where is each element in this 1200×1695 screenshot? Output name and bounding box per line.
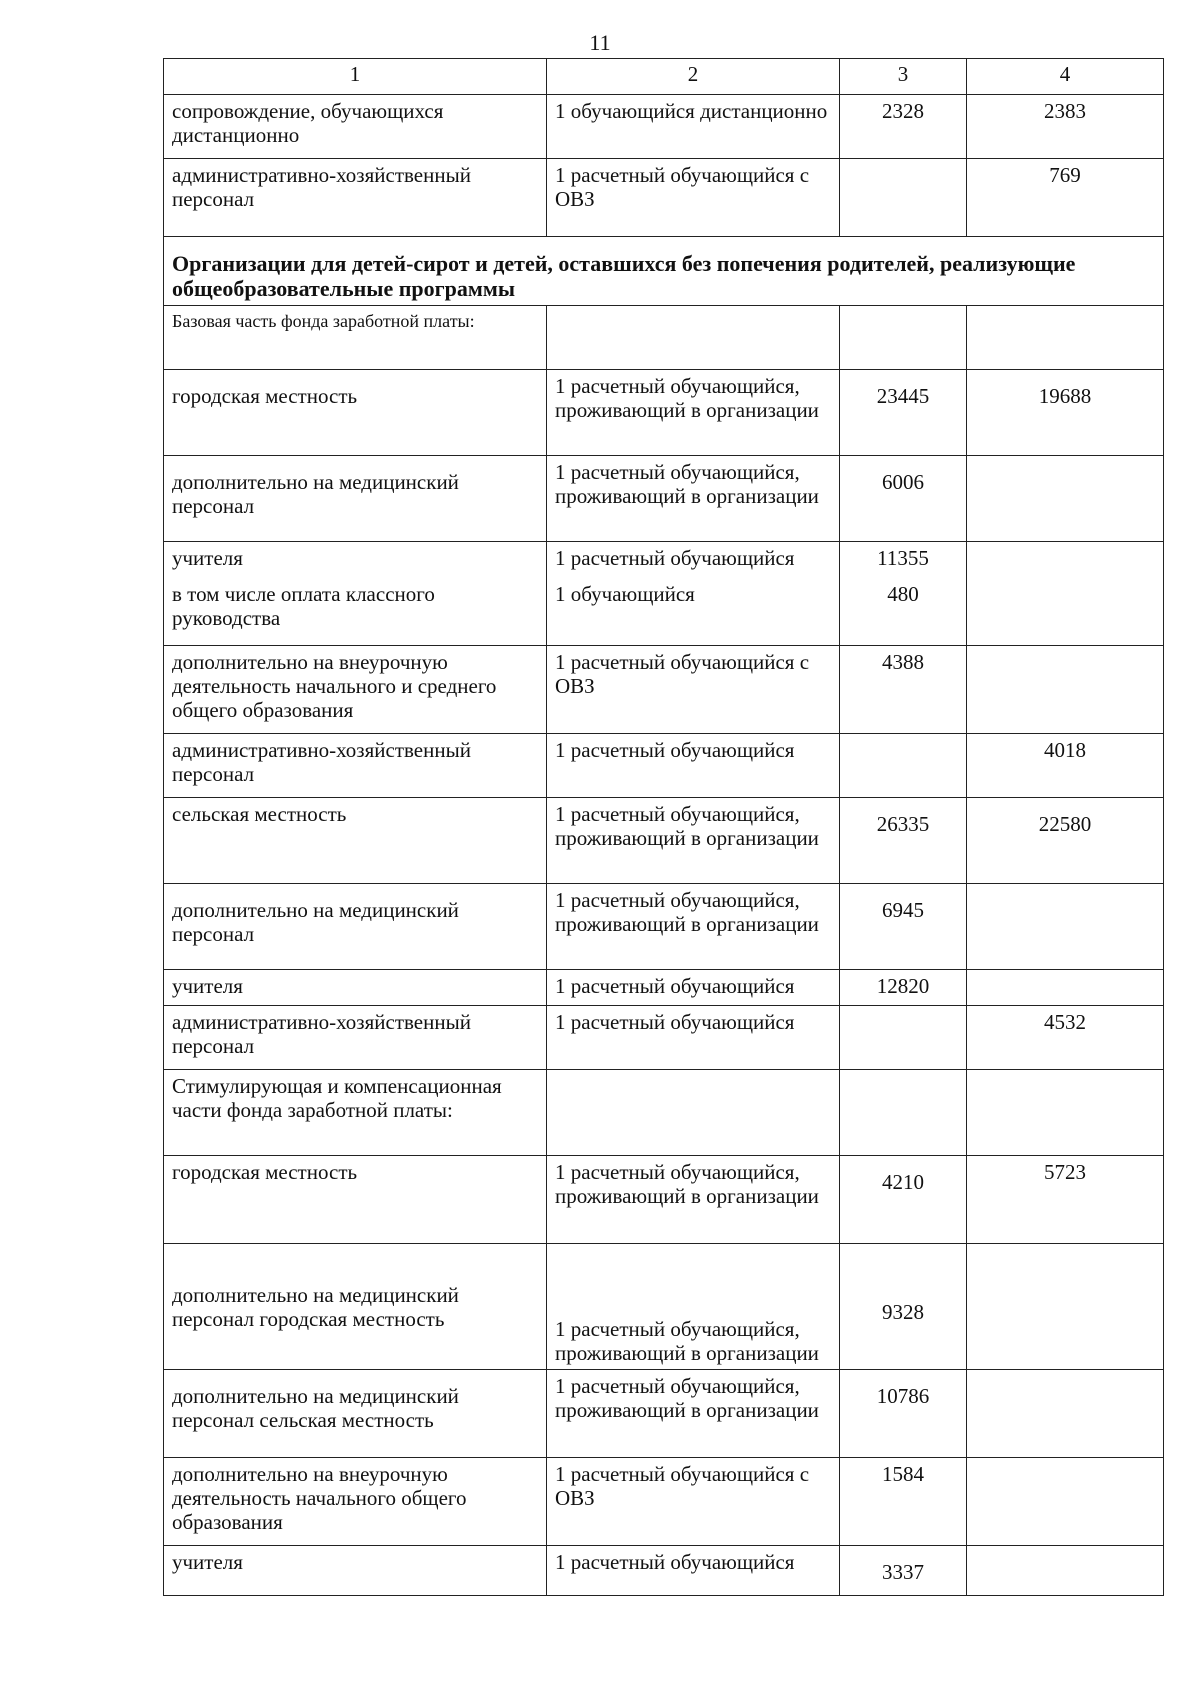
table-row (164, 95, 1164, 159)
row-value-3 (840, 884, 967, 970)
row-value-text: 4210 (882, 1170, 924, 1194)
page-number: 11 (589, 30, 611, 55)
row-value-3: 4388 (840, 646, 967, 734)
row-value-4 (967, 306, 1164, 370)
row-unit (547, 306, 840, 370)
row-value-sub: 480 (887, 582, 919, 606)
row-unit: 1 расчетный обучающийся (547, 734, 840, 798)
row-unit: 1 расчетный обучающийся, проживающий в организации (547, 1156, 840, 1244)
row-value-4 (967, 542, 1164, 646)
row-value-4 (967, 798, 1164, 884)
row-unit: 1 расчетный обучающийся (547, 970, 840, 1006)
row-label (164, 542, 547, 646)
row-unit: 1 расчетный обучающийся (547, 1006, 840, 1070)
row-label: учителя (164, 1546, 547, 1596)
row-value-4: 769 (967, 159, 1164, 237)
row-unit: 1 расчетный обучающийся с ОВЗ (547, 159, 840, 237)
table-row (164, 1070, 1164, 1156)
row-value-4: 4532 (967, 1006, 1164, 1070)
row-label-text: городская местность (172, 384, 358, 408)
table-row (164, 1370, 1164, 1458)
row-label: административно-хозяйственный персонал (164, 1006, 547, 1070)
row-value-4 (967, 1070, 1164, 1156)
table-row (164, 1244, 1164, 1370)
row-unit: 1 расчетный обучающийся, проживающий в организации (547, 1370, 840, 1458)
row-value-text: 9328 (882, 1299, 924, 1324)
row-label: сельская местность (164, 798, 547, 884)
row-value-4 (967, 1370, 1164, 1458)
row-unit: 1 расчетный обучающийся, проживающий в организации (547, 884, 840, 970)
row-value-3 (840, 542, 967, 646)
row-label: городская местность (164, 1156, 547, 1244)
row-value-text: 6006 (882, 470, 924, 494)
row-label (164, 370, 547, 456)
row-label: дополнительно на внеурочную деятельность начального общего образования (164, 1458, 547, 1546)
row-unit: 1 расчетный обучающийся, проживающий в организации (547, 456, 840, 542)
row-label (164, 1370, 547, 1458)
section-row (164, 237, 1164, 306)
row-value-4: 2383 (967, 95, 1164, 159)
row-unit: 1 расчетный обучающийся, проживающий в организации (547, 370, 840, 456)
table-row (164, 884, 1164, 970)
row-value-4 (967, 646, 1164, 734)
row-value-3 (840, 1006, 967, 1070)
row-label: Стимулирующая и компенсационная части фонда заработной платы: (164, 1070, 547, 1156)
row-unit: 1 расчетный обучающийся, проживающий в организации (547, 1244, 840, 1370)
row-value-text: 6945 (882, 898, 924, 922)
row-label-text: дополнительно на медицинский персонал (172, 470, 459, 518)
row-unit: 1 обучающийся дистанционно (547, 95, 840, 159)
row-label: дополнительно на медицинский персонал городская местность (164, 1244, 547, 1370)
row-value-3 (840, 1156, 967, 1244)
row-value-4 (967, 1546, 1164, 1596)
row-label-main: учителя (172, 546, 243, 570)
table-row (164, 970, 1164, 1006)
table-row (164, 542, 1164, 646)
table-row (164, 1458, 1164, 1546)
row-value-4 (967, 1458, 1164, 1546)
row-value-4 (967, 884, 1164, 970)
row-value-main: 11355 (877, 546, 929, 570)
column-header: 4 (967, 59, 1164, 95)
row-value-3 (840, 306, 967, 370)
row-unit: 1 расчетный обучающийся с ОВЗ (547, 1458, 840, 1546)
row-value-text: 10786 (876, 1384, 930, 1408)
row-unit-sub: 1 обучающийся (555, 582, 695, 606)
row-value-3 (840, 456, 967, 542)
row-value-3: 12820 (840, 970, 967, 1006)
row-value-3 (840, 370, 967, 456)
table-row (164, 646, 1164, 734)
row-value-3 (840, 1070, 967, 1156)
row-value-4 (967, 456, 1164, 542)
table-row (164, 734, 1164, 798)
table-row (164, 306, 1164, 370)
row-label: административно-хозяйственный персонал (164, 159, 547, 237)
table-row (164, 370, 1164, 456)
row-value-3: 1584 (840, 1458, 967, 1546)
column-header: 2 (547, 59, 840, 95)
row-value-3 (840, 798, 967, 884)
row-value-3 (840, 1370, 967, 1458)
row-value-text: 26335 (876, 812, 930, 836)
row-value-text: 23445 (876, 384, 930, 408)
table-row (164, 798, 1164, 884)
row-value-3 (840, 1244, 967, 1370)
row-value-4 (967, 1244, 1164, 1370)
row-value-text: 22580 (1038, 812, 1092, 836)
row-value-4 (967, 370, 1164, 456)
row-label-text: дополнительно на медицинский персонал сельская местность (172, 1384, 459, 1432)
norms-table (163, 58, 1164, 1596)
row-label: Базовая часть фонда заработной платы: (164, 306, 547, 370)
table-row (164, 456, 1164, 542)
row-unit (547, 1070, 840, 1156)
row-value-4: 4018 (967, 734, 1164, 798)
row-label: учителя (164, 970, 547, 1006)
row-unit (547, 542, 840, 646)
row-label: дополнительно на внеурочную деятельность начального и среднего общего образования (164, 646, 547, 734)
row-value-3 (840, 734, 967, 798)
table-row (164, 1006, 1164, 1070)
row-label-text: дополнительно на медицинский персонал (172, 898, 459, 946)
row-label (164, 884, 547, 970)
row-label: административно-хозяйственный персонал (164, 734, 547, 798)
table-row (164, 1546, 1164, 1596)
table-header-row (164, 59, 1164, 95)
row-value-text: 19688 (1038, 384, 1092, 408)
row-label: сопровождение, обучающихся дистанционно (164, 95, 547, 159)
table-row (164, 1156, 1164, 1244)
section-title: Организации для детей-сирот и детей, оставшихся без попечения родителей, реализующие общеобразовательные программы (164, 237, 1164, 306)
row-value-3 (840, 159, 967, 237)
row-value-text: 3337 (882, 1560, 924, 1584)
table-row (164, 159, 1164, 237)
column-header: 3 (840, 59, 967, 95)
row-value-3 (840, 1546, 967, 1596)
row-unit: 1 расчетный обучающийся, проживающий в организации (547, 798, 840, 884)
row-unit-main: 1 расчетный обучающийся (555, 546, 795, 570)
row-label-sub: в том числе оплата классного руководства (172, 582, 435, 630)
row-label (164, 456, 547, 542)
column-header: 1 (164, 59, 547, 95)
row-value-4 (967, 970, 1164, 1006)
row-value-3: 2328 (840, 95, 967, 159)
row-unit: 1 расчетный обучающийся (547, 1546, 840, 1596)
row-unit: 1 расчетный обучающийся с ОВЗ (547, 646, 840, 734)
row-value-4: 5723 (967, 1156, 1164, 1244)
